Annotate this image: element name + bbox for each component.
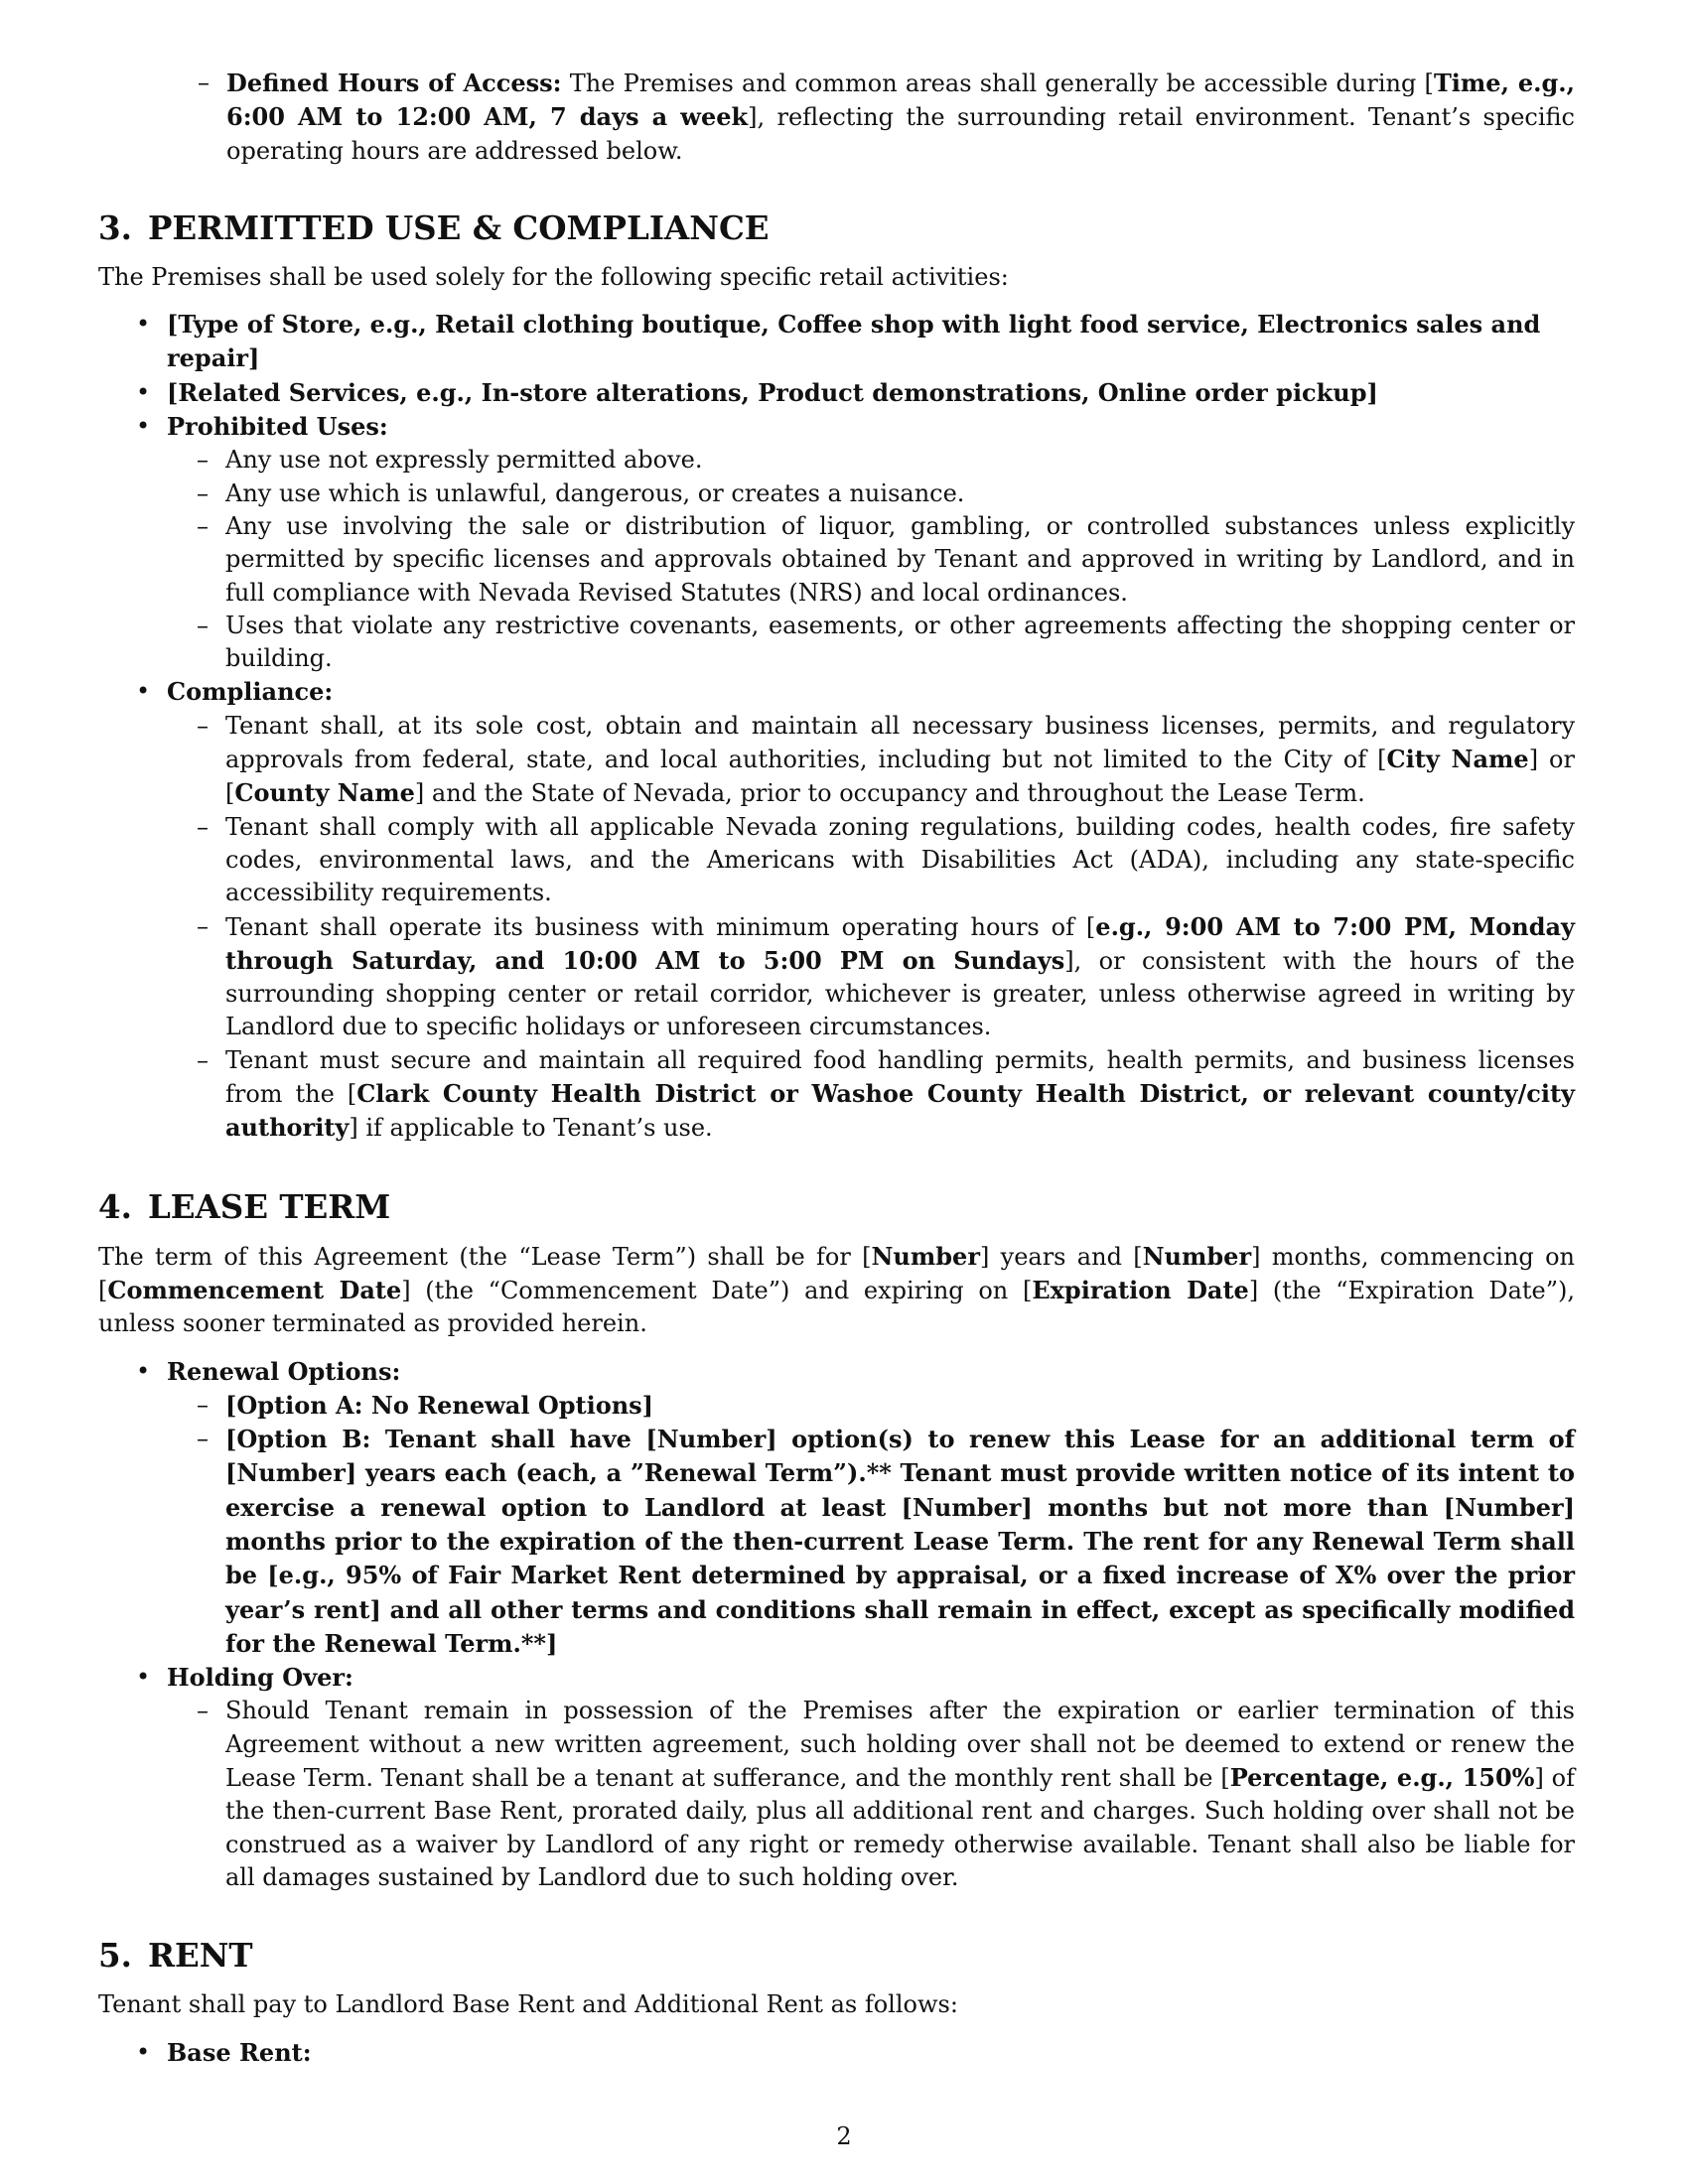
renewal-options-label: Renewal Options: — [167, 1356, 401, 1386]
section-3-title: PERMITTED USE & COMPLIANCE — [147, 207, 770, 247]
c3-text-1: Tenant shall operate its business with minimum operating hours of [ — [225, 912, 1096, 941]
c4-text-2: ] if applicable to Tenant’s use. — [349, 1114, 713, 1143]
prohibited-uses-bullet — [98, 410, 1575, 675]
intro-text-4: ] (the “Commencement Date”) and expiring on [ — [401, 1276, 1033, 1304]
section-5-heading — [98, 1936, 1575, 1976]
years-placeholder: Number — [871, 1241, 980, 1271]
list-item: – Any use not expressly permitted above. — [167, 444, 1575, 477]
section-3-number: 3. — [98, 207, 132, 247]
expiration-date-placeholder: Expiration Date — [1032, 1275, 1249, 1304]
base-rent-label: Base Rent: — [167, 2037, 312, 2067]
page-number: 2 — [836, 2122, 852, 2150]
hours-label: Defined Hours of Access: — [226, 68, 562, 97]
holding-over-label: Holding Over: — [167, 1663, 353, 1693]
section-4-title: LEASE TERM — [147, 1186, 391, 1226]
related-services-bullet — [98, 376, 1575, 410]
section-3-heading — [98, 208, 1575, 248]
related-services-text: [Related Services, e.g., In-store alterations, Product demonstrations, Online order pickup] — [167, 377, 1378, 407]
section-4-intro — [98, 1240, 1575, 1341]
section-3-bullets — [98, 308, 1575, 1145]
list-item: – Any use involving the sale or distribution of liquor, gambling, or controlled substances unless explicitly permitted by specific licenses and approvals obtained by Tenant and approved in writing by Landlord, and in full compliance with Nevada Revised Statutes (NRS) and local ordinances. — [167, 510, 1575, 610]
intro-text-5: ] (the “Expiration Date”), unless sooner terminated as provided herein. — [98, 1276, 1576, 1338]
c1-text-1: Tenant shall, at its sole cost, obtain and maintain all necessary business licenses, permits, and regulatory approvals from federal, state, and local authorities, including but not limited to the City of [ — [225, 711, 1575, 774]
compliance-bullet — [98, 675, 1575, 1145]
store-type-bullet — [98, 308, 1575, 376]
c4-text-1: Tenant must secure and maintain all required food handling permits, health permits, and business licenses from the [ — [225, 1045, 1575, 1109]
section-3-intro: The Premises shall be used solely for the following specific retail activities: — [98, 262, 1009, 291]
section-5-title: RENT — [147, 1936, 253, 1976]
list-item — [167, 910, 1575, 1044]
renewal-options-bullet — [98, 1355, 1575, 1662]
section-4-heading — [98, 1187, 1575, 1227]
intro-text-3: ] months, commencing on [ — [98, 1242, 1575, 1304]
intro-text-1: The term of this Agreement (the “Lease Term”) shall be for [ — [98, 1242, 872, 1271]
percentage-placeholder: Percentage, e.g., 150% — [1229, 1763, 1535, 1793]
holding-text-1: Should Tenant remain in possession of the Premises after the expiration or earlier termination of this Agreement without a new written agreement, such holding over shall not be deemed to extend or renew the Lease Term. Tenant shall be a tenant at sufferance, and the monthly rent shall be [ — [225, 1697, 1575, 1793]
intro-text-2: ] years and [ — [979, 1242, 1143, 1271]
list-item — [167, 1044, 1575, 1146]
list-item — [167, 1389, 1575, 1423]
section-4-number: 4. — [98, 1186, 132, 1226]
list-item — [167, 1695, 1575, 1894]
operating-hours-placeholder: e.g., 9:00 AM to 7:00 PM, Monday through Saturday, and 10:00 AM to 5:00 PM on Sundays — [225, 911, 1576, 975]
section-5-number: 5. — [98, 1936, 132, 1976]
section-4-bullets — [98, 1355, 1575, 1895]
prohibited-uses-list — [167, 444, 1575, 675]
list-item — [167, 1423, 1575, 1661]
health-authority-placeholder: Clark County Health District or Washoe County Health District, or relevant county/city authority — [225, 1079, 1575, 1143]
c1-text-2: ] or [ — [225, 746, 1575, 808]
list-item: – Uses that violate any restrictive covenants, easements, or other agreements affecting the shopping center or building. — [167, 610, 1575, 676]
hours-text-1: The Premises and common areas shall generally be accessible during [ — [561, 69, 1434, 97]
prohibited-uses-label: Prohibited Uses: — [167, 412, 388, 442]
holding-over-list — [167, 1695, 1575, 1894]
option-b-text: [Option B: Tenant shall have [Number] option(s) to renew this Lease for an additional term of [Number] years each (each, a ”Renewal Term”).** Tenant must provide written notice of its intent to exercise a renewal option to Landlord at least [Number] months but not more than [Number] months prior to the expiration of the then-current Lease Term. The rent for any Renewal Term shall be [e.g., 95% of Fair Market Rent determined by appraisal, or a fixed increase of X% over the prior year’s rent] and all other terms and conditions shall remain in effect, except as specifically modified for the Renewal Term.**] — [225, 1425, 1575, 1658]
hours-placeholder: Time, e.g., 6:00 AM to 12:00 AM, 7 days a week — [226, 68, 1576, 132]
hours-list — [98, 67, 1575, 168]
holding-over-bullet — [98, 1661, 1575, 1894]
hours-item — [98, 67, 1575, 168]
hours-text-2: ], reflecting the surrounding retail environment. Tenant’s specific operating hours are addressed below. — [226, 103, 1575, 165]
list-item: – Any use which is unlawful, dangerous, or creates a nuisance. — [167, 478, 1575, 510]
renewal-options-list — [167, 1389, 1575, 1661]
months-placeholder: Number — [1142, 1241, 1252, 1271]
base-rent-bullet — [98, 2036, 1575, 2070]
compliance-list — [167, 710, 1575, 1146]
section-5-intro: Tenant shall pay to Landlord Base Rent and Additional Rent as follows: — [98, 1990, 958, 2019]
option-a-text: [Option A: No Renewal Options] — [225, 1390, 654, 1420]
county-name-placeholder: County Name — [234, 778, 415, 808]
holding-text-2: ] of the then-current Base Rent, prorated daily, plus all additional rent and charges. Such holding over shall not be construed as a waiver by Landlord of any right or remedy otherwise available. Tenant shall also be liable for all damages sustained by Landlord due to such holding over. — [225, 1764, 1575, 1891]
section-5-bullets — [98, 2036, 1575, 2070]
document-page — [98, 67, 1575, 2070]
store-type-text: [Type of Store, e.g., Retail clothing boutique, Coffee shop with light food service, Electronics sales and repair] — [167, 310, 1541, 373]
commencement-date-placeholder: Commencement Date — [107, 1275, 402, 1304]
city-name-placeholder: City Name — [1386, 745, 1529, 774]
c1-text-3: ] and the State of Nevada, prior to occupancy and throughout the Lease Term. — [414, 779, 1365, 808]
compliance-label: Compliance: — [167, 677, 334, 707]
c3-text-2: ], or consistent with the hours of the surrounding shopping center or retail corridor, whichever is greater, unless otherwise agreed in writing by Landlord due to specific holidays or unforeseen circumstances. — [225, 946, 1575, 1041]
list-item — [167, 710, 1575, 811]
list-item: – Tenant shall comply with all applicable Nevada zoning regulations, building codes, health codes, fire safety codes, environmental laws, and the Americans with Disabilities Act (ADA), including any state-specific accessibility requirements. — [167, 811, 1575, 910]
